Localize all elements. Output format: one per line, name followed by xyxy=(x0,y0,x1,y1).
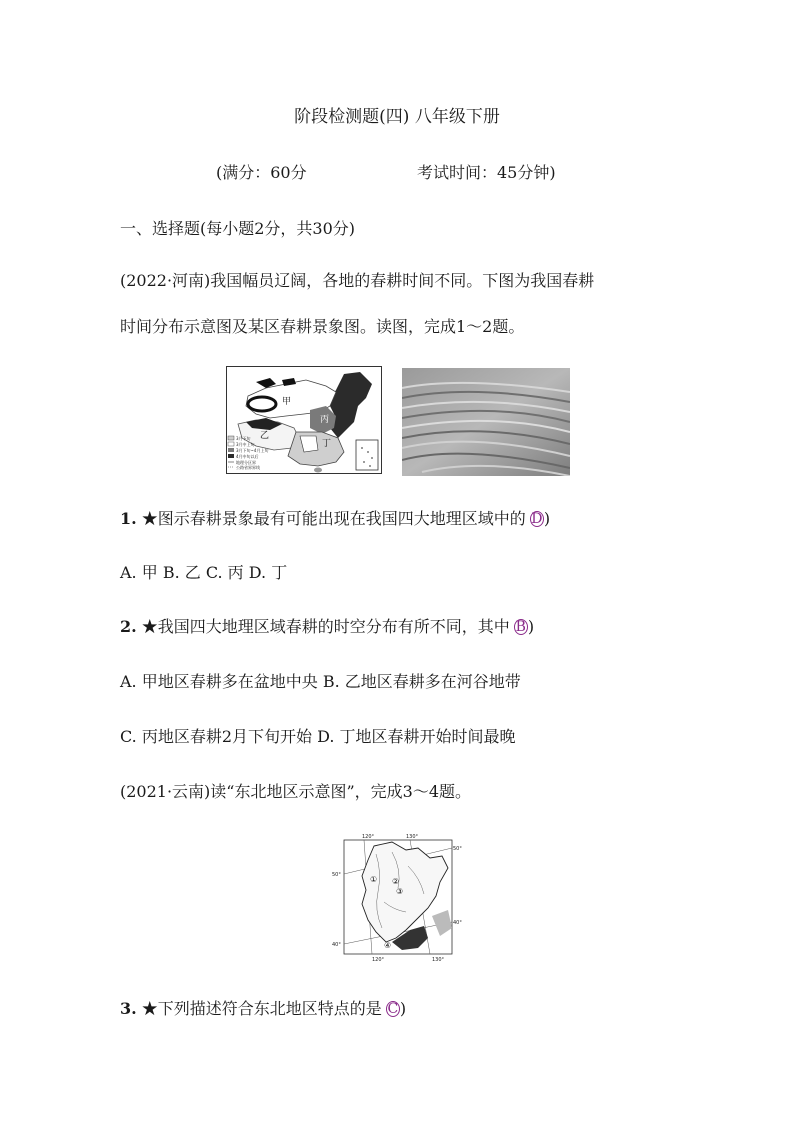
lat-right-40: 40° xyxy=(453,920,462,926)
lon-bottom-120: 120° xyxy=(372,957,385,962)
intro1-line2: 时间分布示意图及某区春耕景象图。读图，完成1～2题。 xyxy=(120,317,525,336)
section-heading: 一、选择题(每小题2分，共30分) xyxy=(120,219,356,238)
question-1 xyxy=(120,508,550,530)
q1-text: ★图示春耕景象最有可能出现在我国四大地理区域中的 xyxy=(141,509,526,528)
marker-4: ④ xyxy=(384,941,392,950)
legend-item-1: 3月下旬 xyxy=(236,436,251,441)
spring-plowing-map xyxy=(226,366,382,474)
marker-1: ① xyxy=(370,875,378,884)
q1-answer: D xyxy=(531,511,543,527)
legend-item-4: 4月中旬以后 xyxy=(236,454,259,459)
northeast-map xyxy=(332,832,464,962)
map1-label-jia: 甲 xyxy=(282,397,292,407)
q2-number: 2. xyxy=(120,617,137,636)
q2-answer: B xyxy=(515,619,526,635)
map1-label-ding: 丁 xyxy=(322,439,332,449)
intro1-line1: (2022·河南)我国幅员辽阔，各地的春耕时间不同。下图为我国春耕 xyxy=(120,271,595,290)
terrace-photo xyxy=(402,368,570,476)
lat-left-40: 40° xyxy=(332,942,341,948)
q1-options: A. 甲 B. 乙 C. 丙 D. 丁 xyxy=(120,563,288,582)
q3-number: 3. xyxy=(120,999,137,1018)
full-score: (满分：60分 xyxy=(216,163,307,182)
map1-label-yi: 乙 xyxy=(260,431,270,441)
legend-item-3: 3月下旬~4月上旬 xyxy=(236,448,269,453)
lon-top-120: 120° xyxy=(362,834,375,840)
q3-text: ★下列描述符合东北地区特点的是 xyxy=(141,999,382,1018)
legend-item-6: 公路省界界线 xyxy=(236,465,260,470)
q2-options-line1: A. 甲地区春耕多在盆地中央 B. 乙地区春耕多在河谷地带 xyxy=(120,672,521,691)
q3-answer: C xyxy=(387,1001,399,1017)
q2-text: ★我国四大地理区域春耕的时空分布有所不同，其中 xyxy=(141,617,510,636)
q1-number: 1. xyxy=(120,509,137,528)
lon-top-130: 130° xyxy=(406,834,419,840)
lat-right-50: 50° xyxy=(453,846,462,852)
lat-left-50: 50° xyxy=(332,872,341,878)
legend-item-2: 3月中上旬 xyxy=(236,442,255,447)
q2-options-line2: C. 丙地区春耕2月下旬开始 D. 丁地区春耕开始时间最晚 xyxy=(120,727,516,746)
q1-close: ) xyxy=(543,509,551,528)
map1-label-bing: 丙 xyxy=(320,415,330,425)
lon-bottom-130: 130° xyxy=(432,957,445,962)
exam-time: 考试时间：45分钟) xyxy=(417,163,556,182)
intro2: (2021·云南)读“东北地区示意图”，完成3～4题。 xyxy=(120,782,472,801)
marker-2: ② xyxy=(392,877,400,886)
q3-close: ) xyxy=(399,999,407,1018)
marker-3: ③ xyxy=(396,887,404,896)
page-title: 阶段检测题(四) 八年级下册 xyxy=(294,107,500,127)
question-2 xyxy=(120,616,534,638)
question-3 xyxy=(120,998,406,1020)
q2-close: ) xyxy=(527,617,535,636)
legend-item-5: 地理分区界 xyxy=(236,460,256,465)
